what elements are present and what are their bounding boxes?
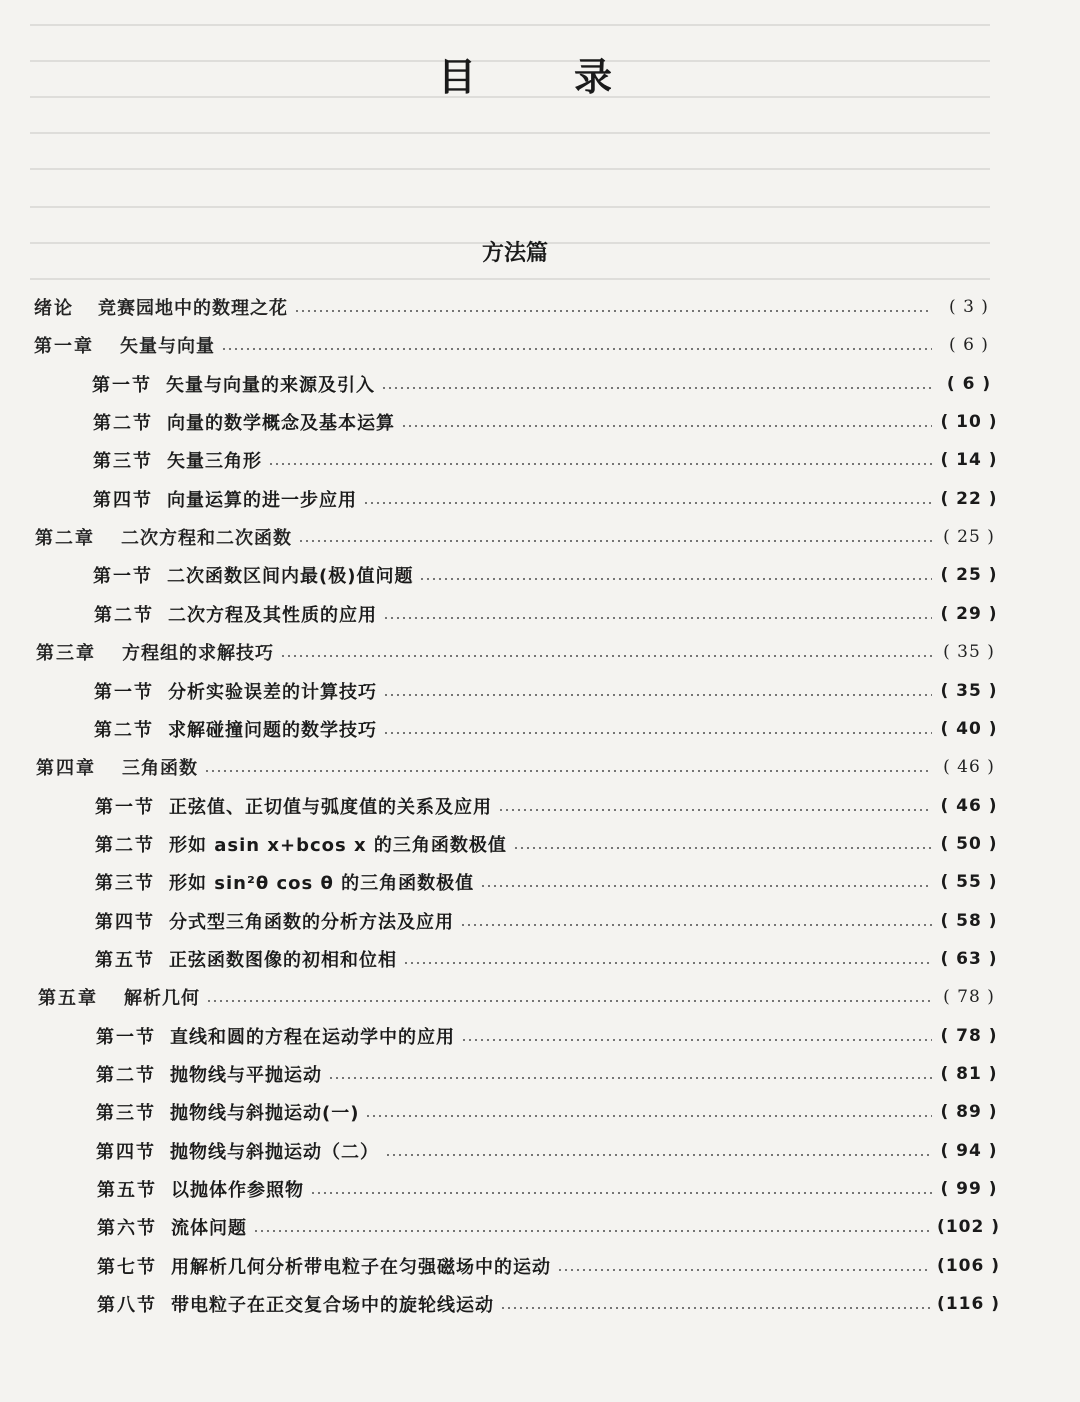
dot-leader: [253, 1230, 931, 1232]
toc-section-row: [79, 409, 1000, 435]
toc-entry-number: 第二章: [35, 528, 95, 550]
toc-entry-title: 抛物线与斜抛运动(一): [170, 1103, 360, 1125]
toc-chapter-row: [36, 754, 1000, 780]
toc-section-row: [79, 562, 1000, 588]
toc-page-number: ( 22 ): [940, 488, 998, 509]
toc-entry-title: 分式型三角函数的分析方法及应用: [169, 911, 454, 933]
toc-page-number: ( 10 ): [940, 412, 998, 433]
dot-leader: [363, 502, 932, 504]
toc-entry-label: [81, 908, 454, 934]
toc-entry-label: [34, 332, 215, 358]
toc-page-number: (106 ): [937, 1255, 1000, 1276]
toc-page-number: ( 58 ): [940, 910, 998, 931]
toc-entry-number: 第二节: [96, 1065, 156, 1086]
dot-leader: [419, 578, 932, 580]
toc-section-row: [83, 1176, 1000, 1202]
toc-entry-title: 正弦函数图像的初相和位相: [169, 949, 397, 971]
toc-page-number: ( 99 ): [940, 1179, 998, 1200]
toc-entry-label: [82, 1061, 322, 1087]
toc-entry-number: 第三节: [96, 1103, 156, 1125]
toc-page-number: ( 81 ): [940, 1064, 998, 1084]
toc-entry-label: [83, 1253, 551, 1279]
toc-entry-label: [81, 946, 397, 972]
toc-entry-title: 向量的数学概念及基本运算: [167, 413, 395, 435]
toc-section-row: [78, 371, 1000, 397]
dot-leader: [383, 617, 932, 619]
toc-entry-number: 第二节: [93, 413, 153, 435]
toc-page-number: (102 ): [937, 1217, 1000, 1238]
toc-section-row: [81, 946, 1000, 972]
toc-entry-title: 矢量与向量的来源及引入: [166, 374, 375, 396]
toc-entry-label: [35, 524, 292, 550]
dot-leader: [460, 924, 932, 926]
dot-leader: [385, 1154, 932, 1156]
toc-entry-title: 用解析几何分析带电粒子在匀强磁场中的运动: [171, 1256, 551, 1278]
toc-section-row: [82, 1023, 1000, 1049]
toc-entry-label: [34, 294, 288, 320]
toc-entry-label: [83, 1176, 304, 1202]
toc-page-number: ( 35 ): [943, 642, 995, 663]
toc-entry-number: 第一节: [93, 566, 153, 588]
toc-page-number: ( 63 ): [940, 948, 998, 969]
toc-entry-number: 第五节: [97, 1180, 157, 1202]
toc-entry-number: 第一节: [94, 681, 154, 703]
dot-leader: [365, 1115, 932, 1117]
toc-page-number: (116 ): [937, 1294, 1000, 1315]
dot-leader: [310, 1192, 932, 1194]
toc-page-number: ( 25 ): [940, 565, 998, 586]
toc-entry-number: 第五节: [95, 949, 155, 971]
toc-entry-title: 抛物线与平抛运动: [170, 1065, 322, 1086]
toc-entry-title: 三角函数: [122, 758, 198, 780]
toc-chapter-row: [36, 639, 1000, 665]
toc-entry-title: 二次方程及其性质的应用: [168, 604, 377, 626]
dot-leader: [298, 540, 932, 542]
toc-entry-label: [79, 486, 357, 512]
dot-leader: [328, 1077, 932, 1079]
toc-page-number: ( 35 ): [940, 680, 998, 701]
toc-section-row: [80, 716, 1000, 742]
toc-entry-number: 绪论: [34, 298, 74, 319]
toc-entry-title: 方程组的求解技巧: [122, 643, 274, 665]
dot-leader: [500, 1307, 931, 1309]
toc-entry-label: [80, 601, 377, 627]
toc-entry-title: 解析几何: [124, 988, 200, 1010]
dot-leader: [498, 809, 932, 811]
toc-page-number: ( 78 ): [943, 987, 995, 1008]
toc-section-row: [81, 908, 1000, 934]
toc-entry-number: 第二节: [94, 604, 154, 626]
toc-entry-number: 第四节: [96, 1141, 156, 1163]
toc-entry-title: 形如 asin x+bcos x 的三角函数极值: [169, 834, 507, 856]
dot-leader: [280, 655, 932, 657]
toc-page-number: ( 6 ): [946, 373, 992, 394]
toc-entry-title: 形如 sin²θ cos θ 的三角函数极值: [169, 873, 475, 895]
toc-page-number: ( 29 ): [940, 603, 998, 624]
dot-leader: [383, 694, 932, 696]
toc-page-number: ( 78 ): [940, 1025, 998, 1046]
toc-entry-label: [83, 1291, 494, 1317]
toc-page-number: ( 55 ): [940, 872, 998, 893]
dot-leader: [268, 463, 932, 465]
toc-entry-number: 第二节: [94, 719, 154, 741]
dot-leader: [294, 310, 932, 312]
dot-leader: [403, 962, 932, 964]
toc-section-row: [80, 601, 1000, 627]
toc-entry-number: 第一节: [96, 1026, 156, 1048]
toc-entry-number: 第六节: [97, 1218, 157, 1240]
toc-page-number: ( 46 ): [943, 757, 995, 778]
toc-page-number: ( 25 ): [943, 527, 995, 548]
page-title: 目 录: [437, 55, 642, 99]
toc-page-number: ( 46 ): [940, 795, 998, 816]
toc-section-row: [81, 869, 1000, 895]
toc-entry-label: [36, 754, 198, 780]
dot-leader: [204, 770, 932, 772]
toc-section-row: [82, 1138, 1000, 1164]
toc-entry-title: 分析实验误差的计算技巧: [168, 681, 377, 703]
toc-section-row: [82, 1061, 1000, 1087]
dot-leader: [401, 425, 932, 427]
toc-entry-number: 第四章: [36, 758, 96, 780]
toc-entry-number: 第一节: [92, 374, 152, 396]
toc-section-row: [79, 447, 1000, 473]
toc-chapter-row: [34, 332, 1000, 358]
toc-section-row: [79, 486, 1000, 512]
toc-entry-label: [81, 831, 507, 857]
toc-entry-title: 正弦值、正切值与弧度值的关系及应用: [169, 796, 492, 818]
toc-entry-title: 矢量与向量: [120, 336, 215, 358]
dot-leader: [383, 732, 932, 734]
toc-section-row: [81, 831, 1000, 857]
toc-entry-number: 第四节: [95, 911, 155, 933]
toc-entry-title: 向量运算的进一步应用: [167, 489, 357, 511]
toc-entry-number: 第三章: [36, 643, 96, 665]
toc-entry-title: 以抛体作参照物: [171, 1180, 304, 1202]
toc-section-row: [83, 1214, 1000, 1240]
toc-entry-title: 二次方程和二次函数: [121, 528, 292, 550]
toc-entry-label: [80, 678, 377, 704]
toc-page-number: ( 14 ): [940, 450, 998, 471]
toc-chapter-row: [35, 524, 1000, 550]
toc-entry-label: [79, 409, 395, 435]
toc-section-row: [81, 793, 1000, 819]
toc-entry-label: [80, 716, 377, 742]
dot-leader: [381, 387, 932, 389]
toc-entry-number: 第八节: [97, 1295, 157, 1317]
toc-section-row: [82, 1099, 1000, 1125]
toc-page-number: ( 3 ): [949, 297, 989, 317]
toc-entry-title: 流体问题: [171, 1218, 247, 1240]
toc-entry-number: 第七节: [97, 1256, 157, 1278]
toc-page-number: ( 40 ): [940, 718, 998, 739]
toc-entry-number: 第五章: [38, 988, 98, 1010]
toc-entry-title: 矢量三角形: [167, 451, 262, 473]
toc-entry-label: [82, 1138, 379, 1164]
toc-entry-title: 竞赛园地中的数理之花: [98, 298, 288, 319]
toc-entry-title: 直线和圆的方程在运动学中的应用: [170, 1026, 455, 1048]
toc-page-number: ( 94 ): [940, 1140, 998, 1161]
toc-entry-number: 第四节: [93, 489, 153, 511]
toc-page-number: ( 6 ): [949, 335, 989, 356]
section-heading: 方法篇: [481, 241, 548, 266]
toc-entry-number: 第二节: [95, 834, 155, 856]
toc-entry-title: 抛物线与斜抛运动（二）: [170, 1141, 379, 1163]
dot-leader: [221, 348, 932, 350]
toc-entry-number: 第一节: [95, 796, 155, 818]
toc-entry-title: 求解碰撞问题的数学技巧: [168, 719, 377, 741]
toc-entry-label: [36, 639, 274, 665]
toc-entry-label: [82, 1099, 359, 1125]
toc-entry-label: [38, 984, 200, 1010]
toc-chapter-row: [38, 984, 1000, 1010]
toc-entry-label: [79, 562, 413, 588]
toc-entry-title: 二次函数区间内最(极)值问题: [167, 566, 414, 588]
toc-chapter-row: [34, 294, 1000, 320]
toc-entry-label: [81, 793, 492, 819]
toc-entry-label: [79, 447, 262, 473]
toc-entry-label: [78, 371, 375, 397]
dot-leader: [557, 1269, 931, 1271]
dot-leader: [480, 885, 932, 887]
toc-entry-label: [81, 869, 474, 895]
toc-page-number: ( 50 ): [940, 833, 998, 854]
toc-entry-number: 第三节: [93, 451, 153, 473]
toc-entry-number: 第三节: [95, 873, 155, 895]
toc-entry-title: 带电粒子在正交复合场中的旋轮线运动: [171, 1295, 494, 1317]
dot-leader: [513, 847, 932, 849]
dot-leader: [461, 1039, 932, 1041]
toc-section-row: [80, 678, 1000, 704]
dot-leader: [206, 1000, 932, 1002]
toc-section-row: [83, 1253, 1000, 1279]
toc-entry-label: [83, 1214, 247, 1240]
toc-entry-number: 第一章: [34, 336, 94, 358]
toc-section-row: [83, 1291, 1000, 1317]
toc-page-number: ( 89 ): [940, 1102, 998, 1123]
toc-entry-label: [82, 1023, 455, 1049]
